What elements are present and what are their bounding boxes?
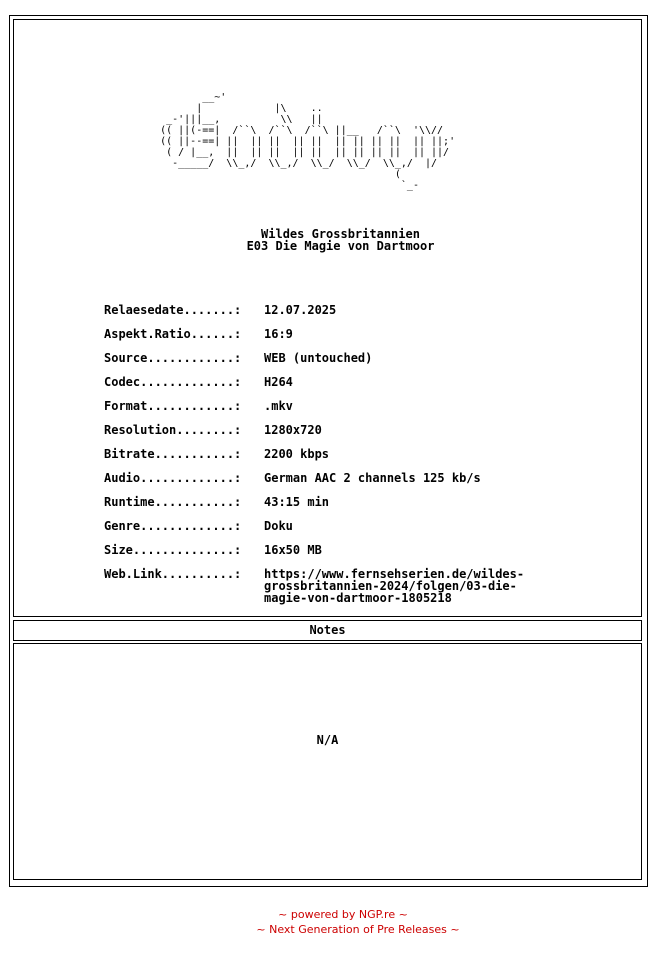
info-row-releasedate bbox=[104, 304, 564, 328]
notes-panel bbox=[13, 643, 642, 880]
info-row-resolution bbox=[104, 424, 564, 448]
info-value: 43:15 min bbox=[264, 495, 330, 509]
info-row-source bbox=[104, 352, 564, 376]
info-value: 1280x720 bbox=[264, 423, 322, 437]
nfo-frame bbox=[9, 15, 648, 887]
release-info-panel bbox=[13, 19, 642, 617]
info-value: Doku bbox=[264, 519, 293, 533]
info-value: 16:9 bbox=[264, 327, 293, 341]
info-row-genre bbox=[104, 520, 564, 544]
info-row-format bbox=[104, 400, 564, 424]
ascii-logo: __~' | |\ .. _-'|||__, \\ || (( ||(-==| /``\ /``\ /``\ ||__ /``\ '\\// (( ||--==| || || || || || || || || || || ||;' ( / |__, || || || || || || || || || || ||/ -_____/ \\_,/ \\_,/ \\_/ \\_/ \\_,/ |/ ( `_- bbox=[160, 92, 456, 191]
info-row-aspect-ratio bbox=[104, 328, 564, 352]
footer-powered-by: ~ powered by NGP.re ~ bbox=[278, 908, 408, 921]
info-label: Runtime...........: bbox=[104, 495, 242, 509]
info-label: Relaesedate.......: bbox=[104, 303, 242, 317]
info-value: WEB (untouched) bbox=[264, 351, 373, 365]
info-label: Format............: bbox=[104, 399, 242, 413]
footer bbox=[0, 907, 656, 937]
info-value: .mkv bbox=[264, 399, 293, 413]
info-label: Size..............: bbox=[104, 543, 242, 557]
info-label: Source............: bbox=[104, 351, 242, 365]
info-row-audio bbox=[104, 472, 564, 496]
notes-heading: Notes bbox=[13, 620, 642, 641]
info-label: Audio.............: bbox=[104, 471, 242, 485]
release-title bbox=[14, 228, 641, 252]
info-label: Web.Link..........: bbox=[104, 567, 242, 581]
show-title: Wildes Grossbritannien bbox=[261, 227, 420, 241]
info-row-runtime bbox=[104, 496, 564, 520]
info-label: Resolution........: bbox=[104, 423, 242, 437]
footer-tagline: ~ Next Generation of Pre Releases ~ bbox=[256, 923, 460, 936]
info-value: 16x50 MB bbox=[264, 543, 322, 557]
web-link[interactable]: https://www.fernsehserien.de/wildes- grossbritannien-2024/folgen/03-die- magie-von-dartmoor-1805218 bbox=[264, 567, 525, 605]
info-label: Codec.............: bbox=[104, 375, 242, 389]
info-row-size bbox=[104, 544, 564, 568]
info-label: Genre.............: bbox=[104, 519, 242, 533]
info-value: H264 bbox=[264, 375, 293, 389]
info-value: 2200 kbps bbox=[264, 447, 330, 461]
info-label: Aspekt.Ratio......: bbox=[104, 327, 242, 341]
info-table bbox=[104, 304, 564, 608]
info-row-bitrate bbox=[104, 448, 564, 472]
info-value: 12.07.2025 bbox=[264, 303, 337, 317]
episode-title: E03 Die Magie von Dartmoor bbox=[246, 239, 435, 253]
info-label: Bitrate...........: bbox=[104, 447, 242, 461]
info-row-codec bbox=[104, 376, 564, 400]
notes-content: N/A bbox=[316, 733, 339, 747]
info-row-web-link bbox=[104, 568, 564, 608]
info-value: German AAC 2 channels 125 kb/s bbox=[264, 471, 481, 485]
